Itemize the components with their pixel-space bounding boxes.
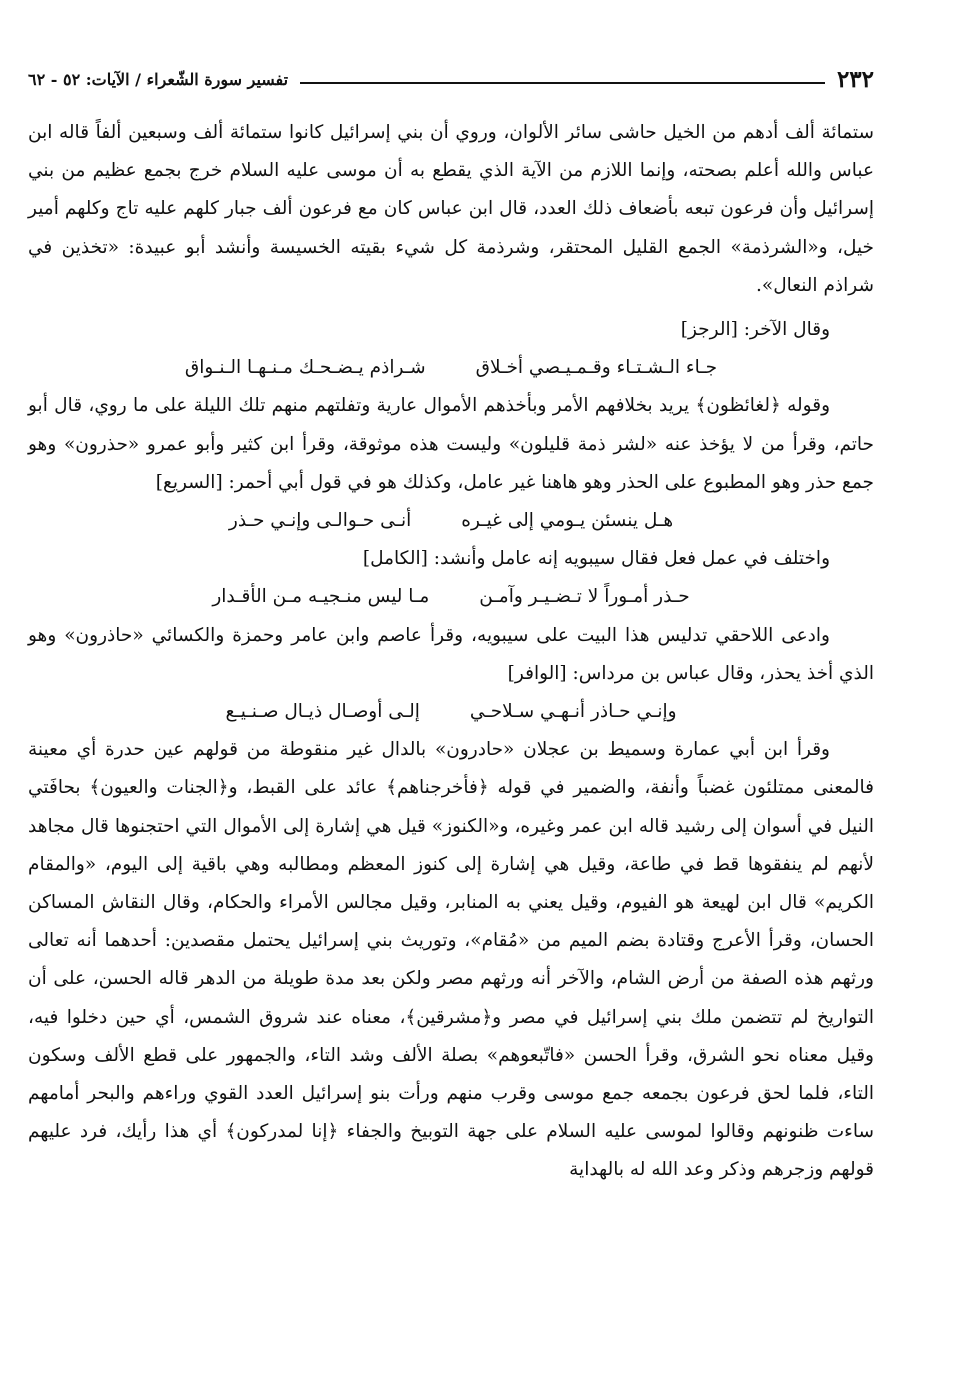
paragraph: وقرأ ابن أبي عمارة وسميط بن عجلان «حادرون» بالدال غير منقوطة من قولهم عين حدرة أي معينة فالمعنى ممتلئون غضباً وأنفة، والضمير في قوله ﴿فأخرجناهم﴾ عائد على القبط، و﴿الجنات والعيون﴾ بحافَتي النيل في أسوان إلى رشيد قاله ابن عمر وغيره، و«الكنوز» قيل هي إشارة إلى الأموال التي احتجنوها قال مجاهد لأنهم لم ينفقوها قط في طاعة، وقيل هي إشارة إلى كنوز المعظم ومطالبه وهي باقية إلى اليوم، «والمقام الكريم» قال ابن لهيعة هو الفيوم، وقيل يعني به المنابر، وقيل مجالس الأمراء والحكام، وقال النقاش المساكن الحسان، وقرأ الأعرج وقتادة بضم الميم من «مُقام»، وتوريث بني إسرائيل يحتمل مقصدين: أحدهما أنه تعالى ورثهم هذه الصفة من أرض الشام، والآخر أنه ورثهم مصر ولكن بعد مدة طويلة من الدهر قاله الحسن، على أن التواريخ لم تتضمن ملك بني إسرائيل في مصر و﴿مشرقين﴾، معناه عند شروق الشمس، أي حين دخلوا فيه، وقيل معناه نحو الشرق، وقرأ الحسن «فاتّبعوهم» بصلة الألف وشد التاء، والجمهور على قطع الألف وسكون التاء، فلما لحق فرعون بجمعه جمع موسى وقرب منهم ورأت بنو إسرائيل العدد القوي وراءهم والبحر أمامهم ساءت ظنونهم وقالوا لموسى عليه السلام على جهة التوبيخ والجفاء ﴿إنا لمدركون﴾ أي هذا رأيك، فرد عليهم قولهم وزجرهم وذكر وعد الله له بالهداية bbox=[28, 739, 874, 1181]
paragraph: ستمائة ألف أدهم من الخيل حاشى سائر الألوان، وروي أن بني إسرائيل كانوا ستمائة ألف وسبعين ألفاً قاله ابن عباس والله أعلم بصحته، وإنما اللازم من الآية الذي يقطع به أن موسى عليه السلام خرج بجمع عظيم من بني إسرائيل وأن فرعون تبعه بأضعاف ذلك العدد، قال ابن عباس كان مع فرعون ألف جبار كلهم عليه تاج وكلهم أمير خيل، و«الشرذمة» الجمع القليل المحتقر، وشرذمة كل شيء بقيته الخسيسة وأنشد أبو عبيدة: «تخذين في شراذم النعال». bbox=[28, 122, 874, 296]
verse-hemistich-second: أنـى حـوالـى وإنـي حـذر bbox=[228, 510, 412, 532]
header-rule bbox=[300, 82, 825, 84]
poetry-verse bbox=[28, 502, 874, 540]
poetry-verse bbox=[28, 578, 874, 616]
page-body bbox=[28, 114, 874, 1190]
paragraph: وادعى اللاحقي تدليس هذا البيت على سيبويه، وقرأ عاصم وابن عامر وحمزة والكسائي «حاذرون» وهو الذي أخذ يحذر، وقال عباس بن مرداس: [الوافر] bbox=[28, 624, 874, 684]
verse-hemistich-first: حـذر أمـوراً لا تـضـيـر وآمـن bbox=[479, 586, 690, 608]
verse-intro: وقال الآخر: [الرجز] bbox=[680, 319, 830, 341]
running-header bbox=[28, 62, 874, 96]
poetry-verse bbox=[28, 349, 874, 387]
poetry-verse bbox=[28, 693, 874, 731]
verse-hemistich-first: هـل ينسئن يـومي إلى غيـره bbox=[461, 510, 674, 532]
verse-hemistich-second: شـراذم يـضـحـك مـنـهـا الـنـواق bbox=[184, 357, 426, 379]
verse-hemistich-first: وإنـي حـاذر أنـهـي سـلاحـي bbox=[469, 701, 677, 723]
paragraph: وقوله ﴿لغائظون﴾ يريد بخلافهم الأمر وبأخذهم الأموال عارية وتفلتهم منهم تلك الليلة على ما روي، قال أبو حاتم، وقرأ من لا يؤخذ عنه «لشر ذمة قليلون» وليست هذه موثوقة، وقرأ ابن كثير وأبو عمرو «حذرون» وهو جمع حذر وهو المطبوع على الحذر وهو هاهنا غير عامل، وكذلك هو في قول أبي أحمر: [السريع] bbox=[28, 395, 874, 493]
page-number: ٢٣٢ bbox=[836, 65, 874, 93]
verse-intro: واختلف في عمل فعل فقال سيبويه إنه عامل وأنشد: [الكامل] bbox=[362, 548, 830, 570]
verse-hemistich-second: إلـى أوصـال ذيـال صـنـيـع bbox=[225, 701, 420, 723]
verse-hemistich-second: مـا ليس منـجيـه مـن الأقـدار bbox=[212, 586, 430, 608]
verse-hemistich-first: جـاء الـشـتـاء وقـمـيـصي أخـلاق bbox=[475, 357, 718, 379]
header-title: تفسير سورة الشّعراء / الآيات: ٥٢ - ٦٢ bbox=[28, 69, 289, 89]
